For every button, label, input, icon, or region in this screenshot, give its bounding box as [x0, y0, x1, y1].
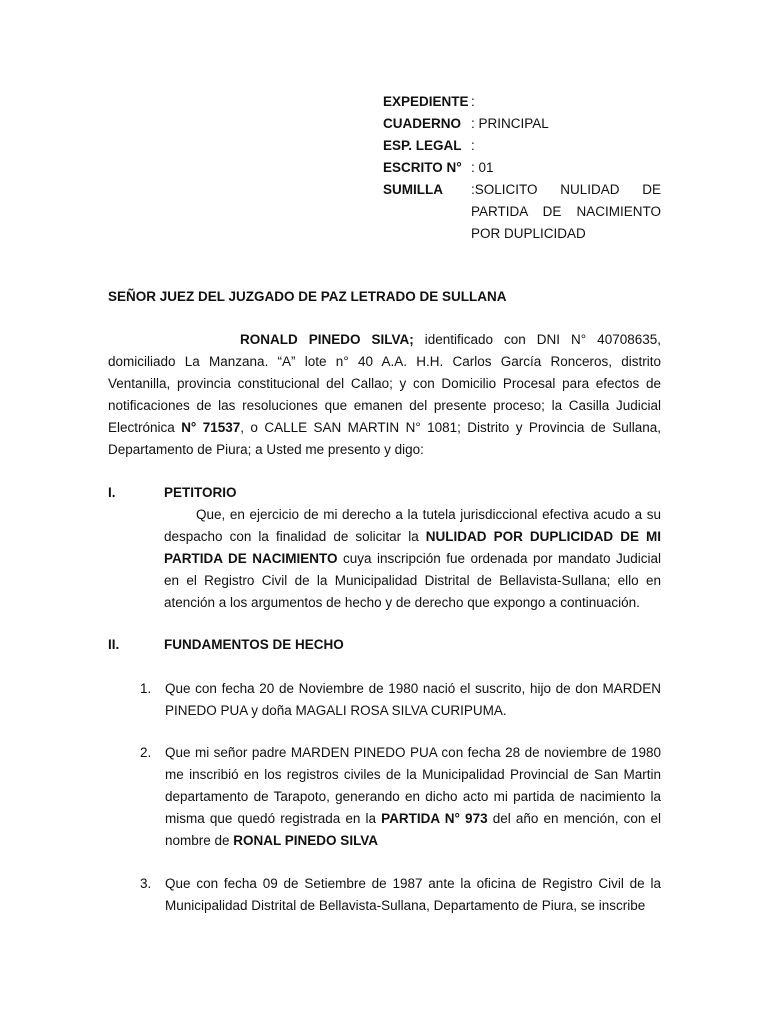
list-item-text	[165, 742, 661, 852]
list-item	[140, 873, 661, 917]
header-value: :SOLICITO NULIDAD DE PARTIDA DE NACIMIENTO POR DUPLICIDAD	[471, 182, 661, 241]
header-label: CUADERNO	[383, 116, 462, 131]
header-label: ESP. LEGAL	[383, 138, 462, 153]
intro-text: , o CALLE SAN MARTIN N° 1081; Distrito y Provincia de Sullana, Departamento de Piura; a Usted me presento y digo:	[108, 420, 661, 457]
petitorio-text: cuya inscripción fue ordenada por mandato Judicial en el Registro Civil de la Municipalidad Distrital de Bellavista-Sullana; ello en atención a los argumentos de hecho y de derecho que expongo a continuación.	[164, 551, 661, 610]
list-item-text-part: del año en mención, con el nombre de	[165, 811, 661, 848]
list-item	[140, 678, 661, 722]
list-item-text: Que con fecha 20 de Noviembre de 1980 nació el suscrito, hijo de don MARDEN PINEDO PUA y doña MAGALI ROSA SILVA CURIPUMA.	[165, 681, 661, 718]
partida-number: PARTIDA N° 973	[381, 811, 488, 826]
list-item-text-part: Que mi señor padre MARDEN PINEDO PUA con fecha 28 de noviembre de 1980 me inscribió en los registros civiles de la Municipalidad Provincial de San Martin departamento de Tarapoto, generando en dicho acto mi partida de nacimiento la misma que quedó registrada en la	[165, 745, 661, 826]
list-item-number: 3.	[140, 876, 152, 891]
section-number: I.	[108, 485, 116, 500]
petitorio-text: Que, en ejercicio de mi derecho a la tutela jurisdiccional efectiva acudo a su despacho con la finalidad de solicitar la	[164, 507, 661, 544]
petitioner-name: RONALD PINEDO SILVA;	[240, 332, 414, 347]
section-title: FUNDAMENTOS DE HECHO	[164, 637, 344, 652]
petitorio-emphasis: NULIDAD POR DUPLICIDAD DE MI PARTIDA DE NACIMIENTO	[164, 529, 661, 566]
intro-paragraph	[108, 329, 661, 461]
intro-text: identificado con DNI N° 40708635, domiciliado La Manzana. “A” lote n° 40 A.A. H.H. Carlos García Ronceros, distrito Ventanilla, provincia constitucional del Callao; y con Domicilio Procesal para efectos de notificaciones de las resoluciones que emanen del presente proceso; la Casilla Judicial Electrónica	[108, 332, 661, 435]
petitorio-paragraph	[164, 504, 661, 614]
header-value: :	[471, 138, 475, 153]
header-row-expediente	[383, 91, 661, 113]
header-value: : PRINCIPAL	[471, 116, 549, 131]
section-heading-fundamentos	[108, 634, 344, 656]
casilla-number: N° 71537	[181, 420, 241, 435]
header-value: :	[471, 94, 475, 109]
header-row-escrito	[383, 157, 661, 179]
list-item-number: 1.	[140, 681, 152, 696]
header-row-sumilla	[383, 179, 661, 245]
header-row-esp-legal	[383, 135, 661, 157]
section-heading-petitorio	[108, 482, 237, 504]
header-value: : 01	[471, 160, 494, 175]
addressee-heading: SEÑOR JUEZ DEL JUZGADO DE PAZ LETRADO DE SULLANA	[108, 289, 507, 304]
registered-name: RONAL PINEDO SILVA	[233, 833, 379, 848]
header-label: ESCRITO N°	[383, 160, 462, 175]
list-item	[140, 742, 661, 852]
list-item-number: 2.	[140, 745, 152, 760]
case-header	[383, 91, 661, 245]
header-row-cuaderno	[383, 113, 661, 135]
section-number: II.	[108, 637, 120, 652]
header-label: SUMILLA	[383, 182, 443, 197]
section-title: PETITORIO	[164, 485, 237, 500]
list-item-text: Que con fecha 09 de Setiembre de 1987 ante la oficina de Registro Civil de la Municipalidad Distrital de Bellavista-Sullana, Departamento de Piura, se inscribe	[165, 876, 661, 913]
header-label: EXPEDIENTE	[383, 94, 469, 109]
